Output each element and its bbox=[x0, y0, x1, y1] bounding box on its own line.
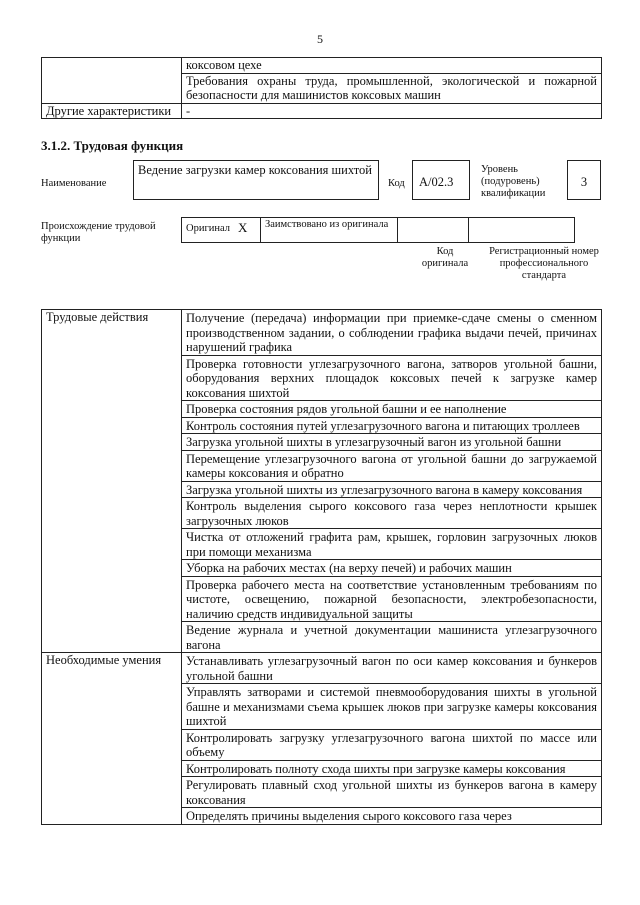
labor-action-item: Перемещение углезагрузочного вагона от угольной башни до загружаемой камеры коксования и обратно bbox=[182, 450, 602, 481]
code-original-cell bbox=[398, 218, 469, 243]
section-heading: 3.1.2. Трудовая функция bbox=[41, 138, 184, 153]
table-row bbox=[42, 58, 602, 74]
labor-action-item: Получение (передача) информации при приемке-сдаче смены о сменном производственном задании, о соблюдении графика выдачи печей, причинах нарушений графика bbox=[182, 310, 602, 356]
page-number: 5 bbox=[317, 32, 323, 46]
level-label: Уровень (подуровень) квалификации bbox=[481, 164, 546, 199]
table-row bbox=[42, 653, 602, 684]
name-value: Ведение загрузки камер коксования шихтой bbox=[133, 160, 379, 200]
table-cell-label bbox=[42, 73, 182, 103]
labor-action-item: Чистка от отложений графита рам, крышек, горловин загрузочных люков при помощи механизма bbox=[182, 529, 602, 560]
table-cell: Требования охраны труда, промышленной, экологической и пожарной безопасности для машинистов коксовых машин bbox=[182, 73, 602, 103]
code-original-caption: Код оригинала bbox=[421, 246, 469, 269]
table-cell: - bbox=[182, 103, 602, 119]
reg-number-caption: Регистрационный номер профессионального стандарта bbox=[489, 246, 599, 281]
labor-action-group-label: Трудовые действия bbox=[42, 310, 182, 653]
skill-item: Контролировать полноту схода шихты при загрузке камеры коксования bbox=[182, 760, 602, 777]
table-cell-label: Другие характеристики bbox=[42, 103, 182, 119]
labor-action-item: Загрузка угольной шихты из углезагрузочного вагона в камеру коксования bbox=[182, 481, 602, 498]
labor-action-item: Загрузка угольной шихты в углезагрузочный вагон из угольной башни bbox=[182, 434, 602, 451]
origin-label: Происхождение трудовой функции bbox=[41, 221, 156, 244]
name-label: Наименование bbox=[41, 178, 107, 189]
original-label: Оригинал bbox=[182, 218, 239, 243]
level-value: 3 bbox=[567, 160, 601, 200]
labor-action-item: Проверка готовности углезагрузочного вагона, затворов угольной башни, оборудования верхних площадок коксовых печей к загрузке камер коксования шихтой bbox=[182, 355, 602, 401]
borrowed-label: Заимствовано из оригинала bbox=[261, 218, 398, 243]
skill-item: Определять причины выделения сырого коксового газа через bbox=[182, 808, 602, 825]
labor-action-item: Контроль выделения сырого коксового газа через неплотности крышек загрузочных люков bbox=[182, 498, 602, 529]
main-table bbox=[41, 309, 602, 825]
table-row bbox=[42, 310, 602, 356]
skill-item: Регулировать плавный сход угольной шихты из бункеров вагона в камеру коксования bbox=[182, 777, 602, 808]
labor-action-item: Проверка состояния рядов угольной башни и ее наполнение bbox=[182, 401, 602, 418]
table-row bbox=[42, 73, 602, 103]
top-table bbox=[41, 57, 602, 119]
code-label: Код bbox=[388, 178, 405, 189]
labor-action-item: Уборка на рабочих местах (на верху печей) и рабочих машин bbox=[182, 560, 602, 577]
skill-item: Контролировать загрузку углезагрузочного вагона шихтой по массе или объему bbox=[182, 729, 602, 760]
code-value: А/02.3 bbox=[412, 160, 470, 200]
original-mark: X bbox=[238, 218, 261, 243]
origin-table bbox=[181, 217, 575, 243]
reg-number-cell bbox=[469, 218, 575, 243]
table-cell: коксовом цехе bbox=[182, 58, 602, 74]
labor-action-item: Ведение журнала и учетной документации машиниста углезагрузочного вагона bbox=[182, 622, 602, 653]
table-cell-label bbox=[42, 58, 182, 74]
skill-item: Управлять затворами и системой пневмооборудования шихты в угольной башне и механизмами съема крышек люков при загрузке камеры коксования шихтой bbox=[182, 684, 602, 730]
skill-item: Устанавливать углезагрузочный вагон по оси камер коксования и бункеров угольной башни bbox=[182, 653, 602, 684]
skill-group-label: Необходимые умения bbox=[42, 653, 182, 825]
table-row bbox=[42, 103, 602, 119]
labor-action-item: Контроль состояния путей углезагрузочного вагона и питающих троллеев bbox=[182, 417, 602, 434]
labor-action-item: Проверка рабочего места на соответствие установленным требованиям по чистоте, освещению, пожарной безопасности, электробезопасности, наличию средств индивидуальной защиты bbox=[182, 576, 602, 622]
